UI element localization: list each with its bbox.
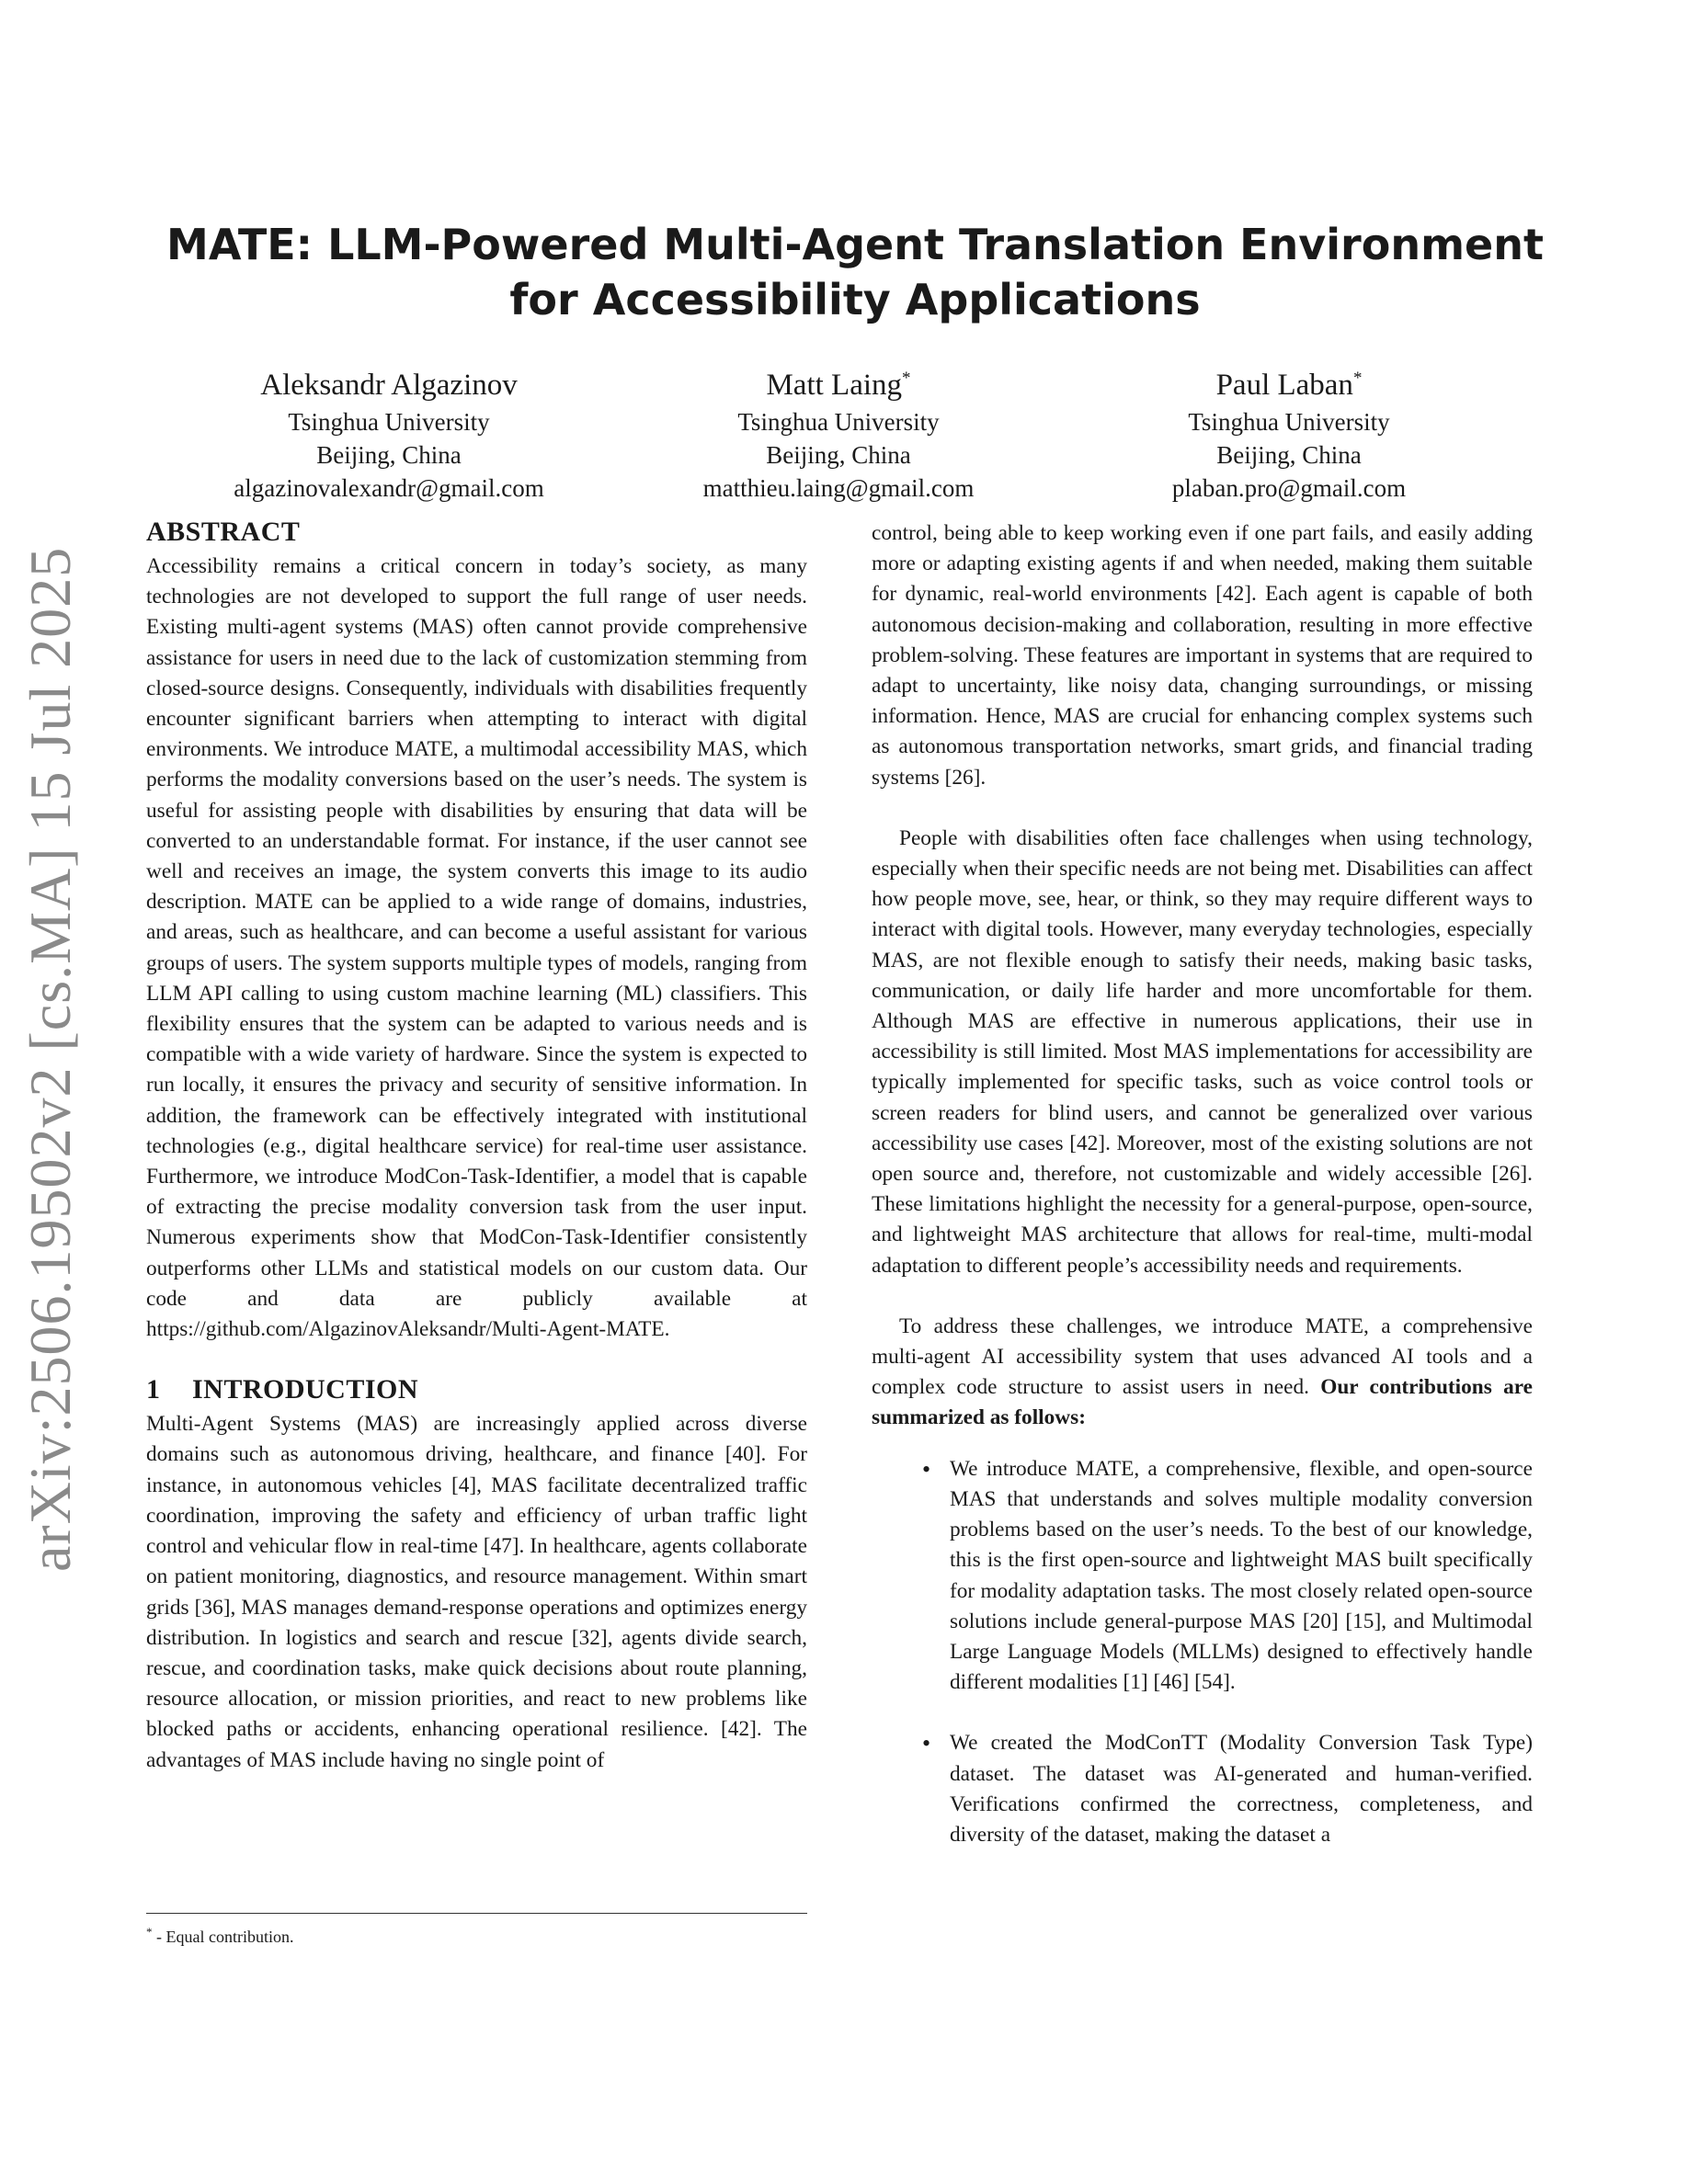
intro-paragraph-1-continued: control, being able to keep working even if one part fails, and easily adding more or adapting existing agents if and when needed, making them suitable for dynamic, real-world environments [42]. Each agent is capable of both autonomous decision-making and collaboration, resulting in more effective problem-solving. These features are important in systems that are required to adapt to uncertainty, like noisy data, changing surroundings, or missing information. Hence, MAS are crucial for enhancing complex systems such as autonomous transportation networks, smart grids, and financial trading systems [26].: [872, 521, 1533, 790]
footnote-rule: [146, 1913, 807, 1914]
author-email: plaban.pro@gmail.com: [1171, 474, 1407, 502]
author-mark: *: [902, 369, 911, 388]
footnote-mark: *: [146, 1925, 153, 1939]
author-mark: *: [1352, 369, 1363, 388]
intro-paragraph-1: Multi-Agent Systems (MAS) are increasingly applied across diverse domains such as autonomous driving, healthcare, and finance [40]. For instance, in autonomous vehicles [4], MAS facilitate decentralized traffic coordination, improving the safety and efficiency of urban traffic light control and vehicular flow in real-time [47]. In healthcare, agents collaborate on patient monitoring, diagnostics, and resource management. Within smart grids [36], MAS manages demand-response operations and optimizes energy distribution. In logistics and search and rescue [32], agents divide search, rescue, and coordination tasks, make quick decisions about route planning, resource allocation, or mission priorities, and react to new problems like blocked paths or accidents, enhancing operational resilience. [42]. The advantages of MAS include having no single point of: [146, 1412, 807, 1772]
arxiv-identifier: arXiv:2506.19502v2 [cs.MA] 15 Jul 2025: [17, 546, 83, 1572]
intro-paragraph-3-text: To address these challenges, we introduce MATE, a comprehensive multi-agent AI accessibility system that uses advanced AI tools and a complex code structure to assist users in need.: [872, 1314, 1533, 1400]
author-1: [150, 358, 628, 505]
intro-paragraph-3: [872, 1312, 1533, 1434]
introduction-heading: [146, 1372, 807, 1407]
abstract-heading: ABSTRACT: [146, 517, 301, 547]
section-title: INTRODUCTION: [192, 1374, 419, 1405]
paper-title: MATE: LLM-Powered Multi-Agent Translation Environment for Accessibility Applications: [166, 220, 1544, 324]
author-email: algazinovalexandr@gmail.com: [234, 474, 544, 502]
right-column: [872, 518, 1533, 1850]
author-location: Beijing, China: [316, 441, 462, 469]
author-location: Beijing, China: [1216, 441, 1362, 469]
intro-paragraph-2: People with disabilities often face challenges when using technology, especially when their specific needs are not being met. Disabilities can affect how people move, see, hear, or think, so they may require different ways to interact with digital tools. However, many everyday technologies, especially MAS, are not flexible enough to satisfy their needs, making basic tasks, communication, or daily life harder and more uncomfortable for them. Although MAS are effective in numerous applications, their use in accessibility is still limited. Most MAS implementations for accessibility are typically implemented for specific tasks, such as voice control tools or screen readers for blind users, and cannot be generalized over various accessibility use cases [42]. Moreover, most of the existing solutions are not open source and, therefore, not customizable and widely accessible [26]. These limitations highlight the necessity for a general-purpose, open-source, and lightweight MAS architecture that allows for real-time, multi-modal adaptation to different people’s accessibility needs and requirements.: [872, 825, 1533, 1278]
contributions-list: [872, 1454, 1533, 1850]
footnote-text: - Equal contribution.: [152, 1928, 294, 1946]
author-email: matthieu.laing@gmail.com: [702, 474, 975, 502]
author-affiliation: Tsinghua University: [1188, 408, 1390, 436]
left-column: [146, 515, 807, 1776]
author-name: Matt Laing: [766, 369, 903, 402]
contributions-lead: Our contributions are summarized as follows:: [872, 1375, 1533, 1430]
abstract-text: Accessibility remains a critical concern in today’s society, as many technologies are not developed to support the full range of user needs. Existing multi-agent systems (MAS) often cannot provide comprehensive assistance for users in need due to the lack of customization stemming from closed-source designs. Consequently, individuals with disabilities frequently encounter significant barriers when attempting to interact with digital environments. We introduce MATE, a multimodal accessibility MAS, which performs the modality conversions based on the user’s needs. The system is useful for assisting people with disabilities by ensuring that data will be converted to an understandable format. For instance, if the user cannot see well and receives an image, the system converts this image to its audio description. MATE can be applied to a wide range of domains, industries, and areas, such as healthcare, and can become a useful assistant for various groups of users. The system supports multiple types of models, ranging from LLM API calling to using custom machine learning (ML) classifiers. This flexibility ensures that the system can be adapted to various needs and is compatible with a wide variety of hardware. Since the system is expected to run locally, it ensures the privacy and security of sensitive information. In addition, the framework can be effectively integrated with institutional technologies (e.g., digital healthcare service) for real-time user assistance. Furthermore, we introduce ModCon-Task-Identifier, a model that is capable of extracting the precise modality conversion task from the user input. Numerous experiments show that ModCon-Task-Identifier consistently outperforms other LLMs and statistical models on our custom data. Our code and data are publicly available at https://github.com/AlgazinovAleksandr/Multi-Agent-MATE.: [146, 554, 807, 1342]
author-3: [1050, 358, 1528, 505]
author-2: [599, 358, 1078, 505]
list-item: • We created the ModConTT (Modality Conversion Task Type) dataset. The dataset was AI-generated and human-verified. Verifications confirmed the correctness, completeness, and diversity of the dataset, making the dataset a: [872, 1728, 1533, 1850]
footnote: [146, 1921, 293, 1948]
author-name: Aleksandr Algazinov: [260, 369, 518, 402]
author-location: Beijing, China: [766, 441, 911, 469]
author-affiliation: Tsinghua University: [737, 408, 940, 436]
author-affiliation: Tsinghua University: [288, 408, 490, 436]
list-item: • We introduce MATE, a comprehensive, flexible, and open-source MAS that understands and solves multiple modality conversion problems based on the user’s needs. To the best of our knowledge, this is the first open-source and lightweight MAS built specifically for modality adaptation tasks. The most closely related open-source solutions include general-purpose MAS [20] [15], and Multimodal Large Language Models (MLLMs) designed to effectively handle different modalities [1] [46] [54].: [872, 1454, 1533, 1699]
section-number: 1: [146, 1374, 161, 1405]
author-name: Paul Laban: [1215, 369, 1353, 402]
